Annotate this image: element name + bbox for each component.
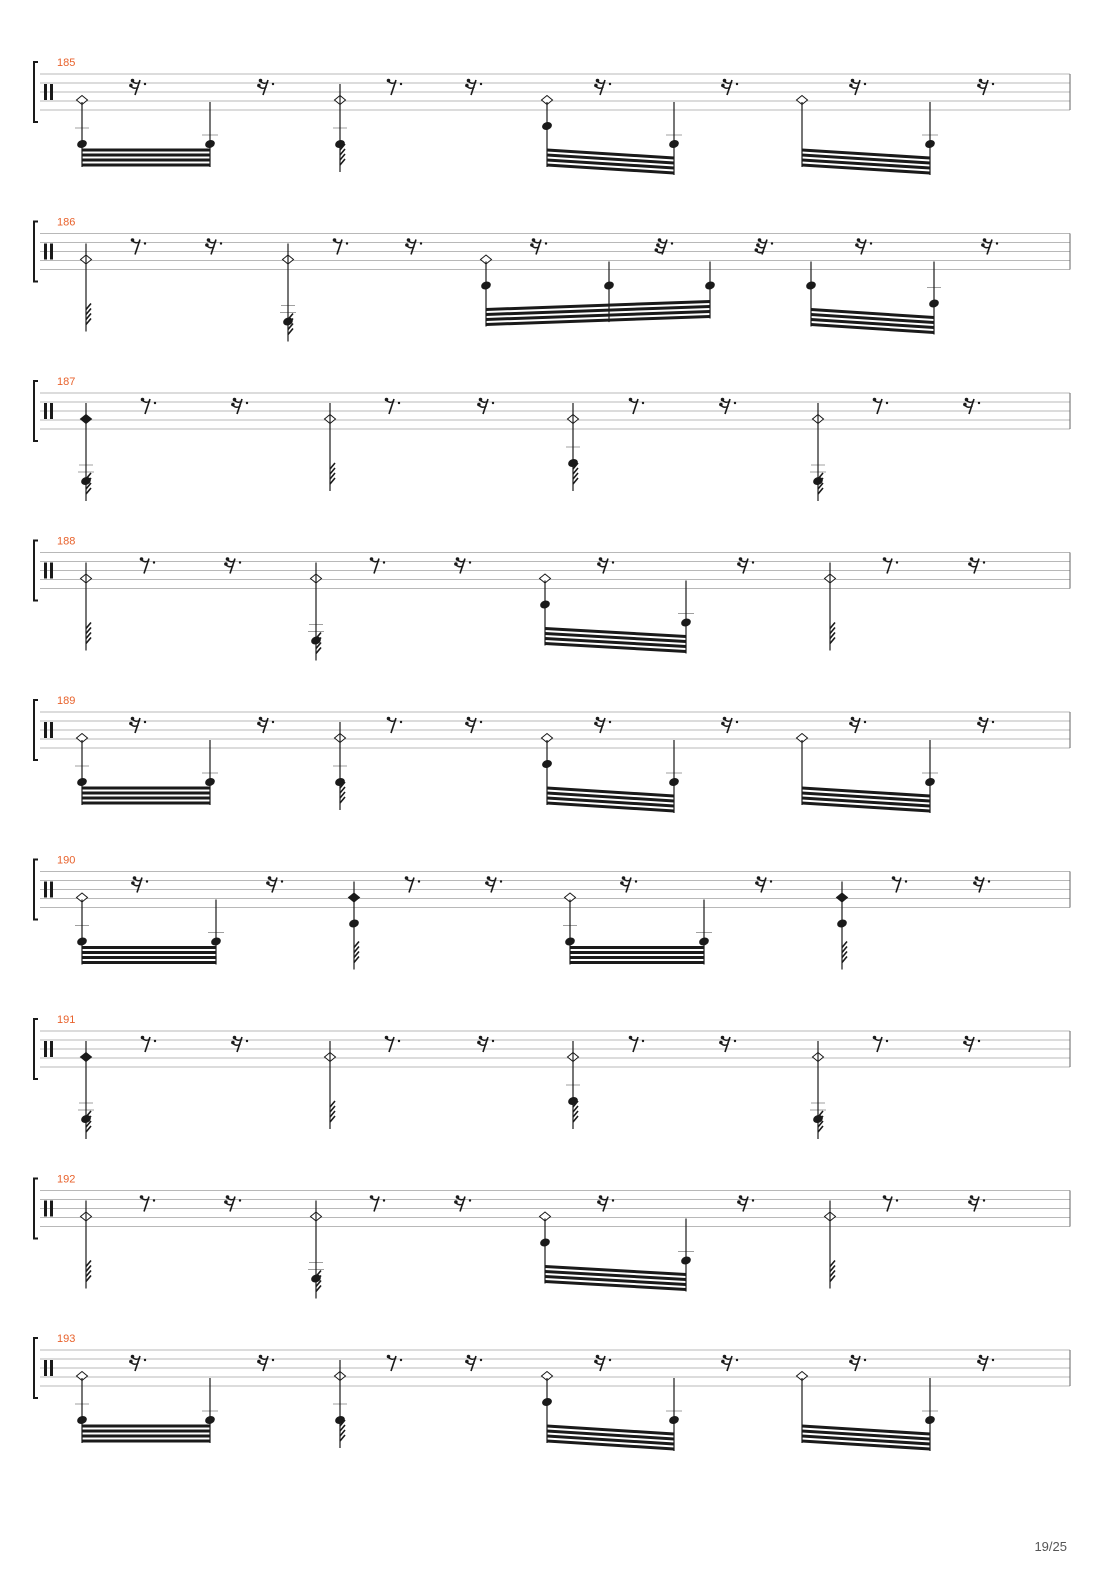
note-chord bbox=[308, 563, 324, 661]
eighth-rest bbox=[387, 79, 402, 95]
sixteenth-rest bbox=[968, 1195, 985, 1211]
eighth-rest bbox=[131, 238, 147, 254]
sixteenth-rest bbox=[597, 557, 614, 573]
eighth-rest bbox=[873, 1036, 889, 1052]
sixteenth-rest bbox=[257, 717, 274, 733]
thirty-second-rest bbox=[755, 238, 774, 254]
sixteenth-rest bbox=[224, 1195, 241, 1211]
sixteenth-rest bbox=[849, 79, 866, 95]
system-bracket bbox=[34, 381, 38, 441]
percussion-clef bbox=[44, 1360, 47, 1376]
sixteenth-rest bbox=[477, 1036, 494, 1052]
percussion-clef bbox=[50, 1201, 53, 1217]
note-chord bbox=[810, 1041, 826, 1139]
sixteenth-rest bbox=[977, 79, 994, 95]
measure-number: 185 bbox=[57, 57, 76, 69]
note-chord bbox=[836, 882, 848, 970]
note-chord bbox=[280, 244, 296, 342]
staff-system bbox=[34, 536, 1070, 661]
sixteenth-rest bbox=[849, 717, 866, 733]
sixteenth-rest bbox=[721, 717, 738, 733]
sixteenth-rest bbox=[973, 876, 990, 892]
sixteenth-rest bbox=[755, 876, 772, 892]
staff-system bbox=[34, 1333, 1070, 1451]
staff-system bbox=[34, 376, 1070, 501]
percussion-clef bbox=[50, 882, 53, 898]
beamed-note-group bbox=[797, 96, 939, 176]
measure-number: 189 bbox=[57, 695, 76, 707]
eighth-rest bbox=[385, 398, 400, 414]
eighth-rest bbox=[140, 1195, 156, 1211]
beamed-note-group bbox=[75, 96, 218, 168]
percussion-clef bbox=[50, 244, 53, 260]
eighth-rest bbox=[333, 238, 348, 254]
sixteenth-rest bbox=[477, 398, 494, 414]
sixteenth-rest bbox=[849, 1355, 866, 1371]
eighth-rest bbox=[883, 557, 899, 573]
note-chord bbox=[810, 403, 826, 501]
measure-number: 186 bbox=[57, 216, 76, 229]
sixteenth-rest bbox=[231, 1036, 248, 1052]
sixteenth-rest bbox=[719, 1036, 736, 1052]
sixteenth-rest bbox=[205, 238, 222, 254]
eighth-rest bbox=[892, 876, 908, 892]
sixteenth-rest bbox=[131, 876, 148, 892]
percussion-clef bbox=[44, 1201, 47, 1217]
percussion-clef bbox=[44, 722, 47, 738]
percussion-clef bbox=[50, 84, 53, 100]
sixteenth-rest bbox=[737, 557, 754, 573]
note-chord bbox=[566, 403, 580, 491]
beamed-note-group bbox=[563, 893, 712, 965]
note-chord bbox=[81, 563, 92, 651]
sixteenth-rest bbox=[855, 238, 872, 254]
note-chord bbox=[825, 1201, 836, 1289]
note-chord bbox=[81, 244, 92, 332]
sixteenth-rest bbox=[620, 876, 637, 892]
sixteenth-rest bbox=[266, 876, 283, 892]
system-bracket bbox=[34, 1019, 38, 1079]
sixteenth-rest bbox=[485, 876, 502, 892]
eighth-rest bbox=[405, 876, 420, 892]
eighth-rest bbox=[387, 1355, 402, 1371]
measure-number: 188 bbox=[57, 535, 76, 548]
eighth-rest bbox=[883, 1195, 899, 1211]
beamed-note-group bbox=[539, 1212, 694, 1292]
eighth-rest bbox=[385, 1036, 400, 1052]
beamed-note-group bbox=[75, 734, 218, 806]
percussion-clef bbox=[44, 1041, 47, 1057]
sixteenth-rest bbox=[721, 79, 738, 95]
sixteenth-rest bbox=[257, 79, 274, 95]
note-chord bbox=[333, 84, 347, 172]
beamed-note-group bbox=[797, 734, 939, 814]
staff-system bbox=[34, 1014, 1070, 1139]
sixteenth-rest bbox=[405, 238, 422, 254]
percussion-clef bbox=[44, 84, 47, 100]
percussion-clef bbox=[44, 563, 47, 579]
sixteenth-rest bbox=[129, 717, 146, 733]
percussion-clef bbox=[50, 1360, 53, 1376]
sixteenth-rest bbox=[454, 1195, 471, 1211]
sixteenth-rest bbox=[224, 557, 241, 573]
percussion-clef bbox=[50, 563, 53, 579]
staff-system bbox=[34, 57, 1070, 175]
percussion-clef bbox=[44, 403, 47, 419]
sixteenth-rest bbox=[721, 1355, 738, 1371]
sixteenth-rest bbox=[719, 398, 736, 414]
percussion-clef bbox=[50, 722, 53, 738]
note-chord bbox=[325, 1041, 336, 1129]
beamed-note-group bbox=[480, 255, 716, 327]
sixteenth-rest bbox=[977, 717, 994, 733]
beamed-note-group bbox=[805, 262, 941, 335]
note-chord bbox=[333, 722, 347, 810]
eighth-rest bbox=[629, 1036, 645, 1052]
measure-number: 192 bbox=[57, 1173, 76, 1186]
thirty-second-rest bbox=[655, 238, 674, 254]
eighth-rest bbox=[387, 717, 402, 733]
sixteenth-rest bbox=[594, 1355, 611, 1371]
note-chord bbox=[566, 1041, 580, 1129]
beamed-note-group bbox=[541, 734, 682, 814]
sixteenth-rest bbox=[594, 79, 611, 95]
staff-system bbox=[34, 855, 1070, 970]
system-bracket bbox=[34, 860, 38, 920]
eighth-rest bbox=[141, 1036, 157, 1052]
percussion-clef bbox=[50, 403, 53, 419]
sixteenth-rest bbox=[963, 398, 980, 414]
beamed-note-group bbox=[75, 1372, 218, 1444]
measure-number: 187 bbox=[57, 376, 76, 388]
note-chord bbox=[78, 1041, 94, 1139]
sixteenth-rest bbox=[968, 557, 985, 573]
staff-system bbox=[34, 1174, 1070, 1299]
system-bracket bbox=[34, 222, 38, 282]
eighth-rest bbox=[140, 557, 156, 573]
note-chord bbox=[333, 1360, 347, 1448]
measure-number: 190 bbox=[57, 854, 76, 867]
beamed-note-group bbox=[797, 1372, 939, 1452]
sixteenth-rest bbox=[231, 398, 248, 414]
sixteenth-rest bbox=[129, 79, 146, 95]
sixteenth-rest bbox=[129, 1355, 146, 1371]
system-bracket bbox=[34, 62, 38, 122]
sixteenth-rest bbox=[594, 717, 611, 733]
percussion-clef bbox=[50, 1041, 53, 1057]
note-chord bbox=[78, 403, 94, 501]
staff-system bbox=[34, 695, 1070, 813]
note-chord bbox=[308, 1201, 324, 1299]
beamed-note-group bbox=[541, 1372, 682, 1452]
sixteenth-rest bbox=[737, 1195, 754, 1211]
sixteenth-rest bbox=[981, 238, 998, 254]
note-chord bbox=[348, 882, 360, 970]
note-chord bbox=[81, 1201, 92, 1289]
sixteenth-rest bbox=[465, 717, 482, 733]
beamed-note-group bbox=[539, 574, 694, 654]
measure-number: 193 bbox=[57, 1333, 76, 1345]
system-bracket bbox=[34, 1338, 38, 1398]
page-number: 19/25 bbox=[1034, 1539, 1067, 1554]
sixteenth-rest bbox=[454, 557, 471, 573]
percussion-clef bbox=[44, 244, 47, 260]
note-chord bbox=[325, 403, 336, 491]
sixteenth-rest bbox=[597, 1195, 614, 1211]
sixteenth-rest bbox=[257, 1355, 274, 1371]
eighth-rest bbox=[141, 398, 157, 414]
system-bracket bbox=[34, 541, 38, 601]
beamed-note-group bbox=[541, 96, 682, 176]
sixteenth-rest bbox=[977, 1355, 994, 1371]
sixteenth-rest bbox=[963, 1036, 980, 1052]
eighth-rest bbox=[370, 1195, 385, 1211]
sixteenth-rest bbox=[530, 238, 547, 254]
beamed-note-group bbox=[75, 893, 224, 965]
eighth-rest bbox=[629, 398, 645, 414]
system-bracket bbox=[34, 700, 38, 760]
percussion-clef bbox=[44, 882, 47, 898]
sixteenth-rest bbox=[465, 79, 482, 95]
eighth-rest bbox=[873, 398, 889, 414]
staff-system bbox=[34, 217, 1070, 342]
system-bracket bbox=[34, 1179, 38, 1239]
measure-number: 191 bbox=[57, 1014, 76, 1026]
sixteenth-rest bbox=[465, 1355, 482, 1371]
eighth-rest bbox=[370, 557, 385, 573]
note-chord bbox=[825, 563, 836, 651]
